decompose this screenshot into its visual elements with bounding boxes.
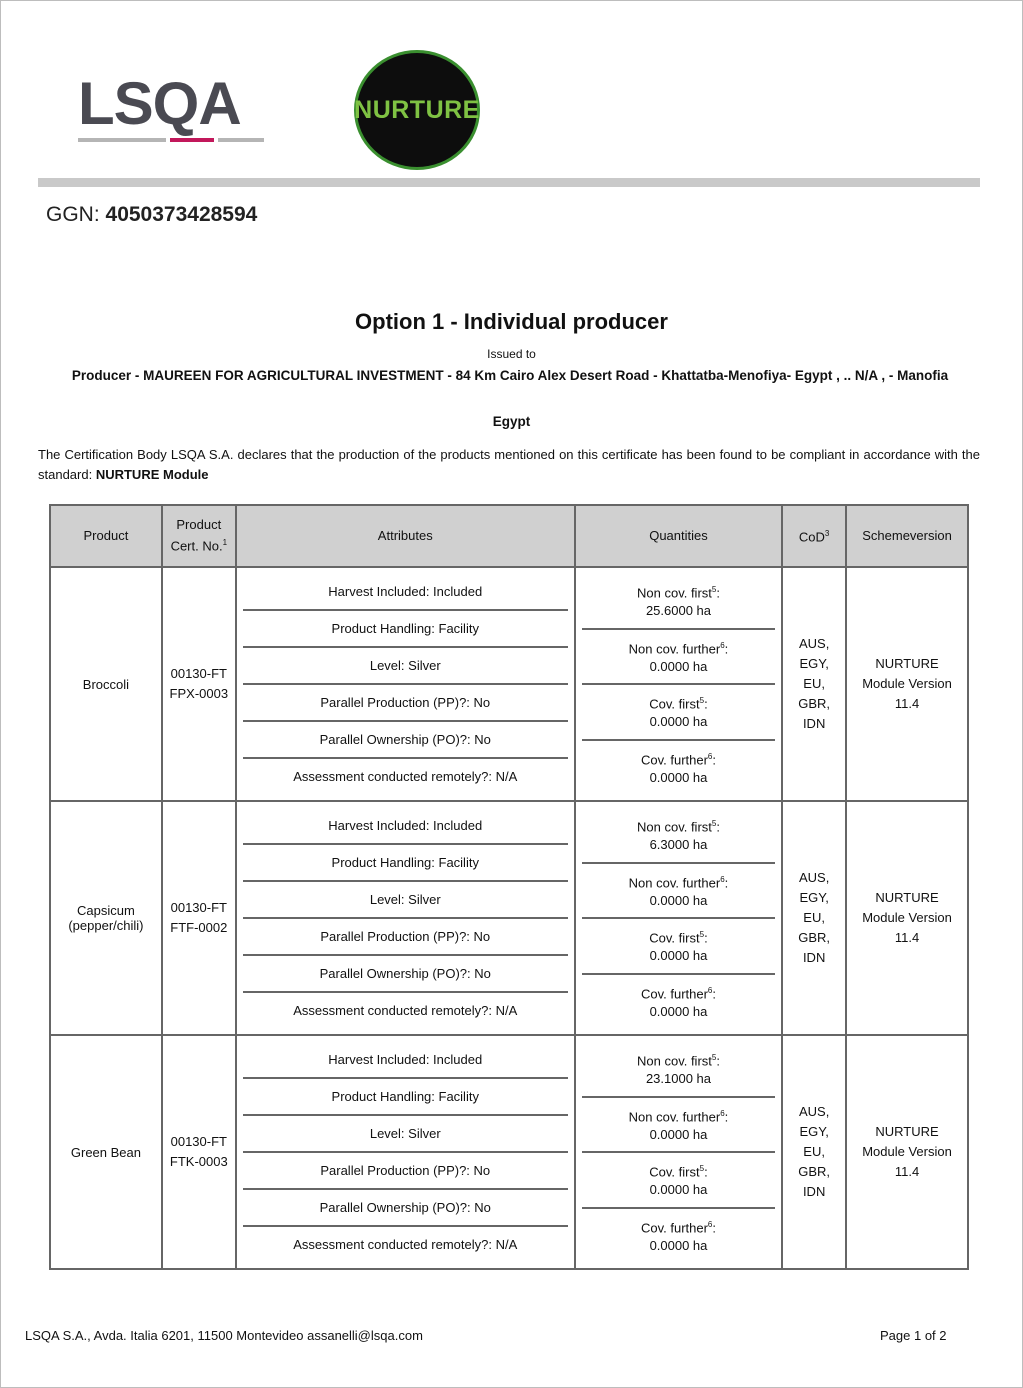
product-cell	[50, 567, 162, 801]
cod-item: EU,	[803, 910, 825, 925]
quantity-value: 0.0000 ha	[649, 1126, 708, 1142]
header-cod-label: CoD	[798, 529, 825, 545]
quantity-label: Non cov. further	[628, 640, 721, 656]
scheme-version: NURTURE Module Version 11.4	[862, 656, 952, 711]
quantity-label: Cov. first	[649, 930, 700, 946]
attributes-cell	[236, 567, 575, 801]
quantity-sup: 5	[711, 585, 717, 595]
table-row	[50, 567, 968, 801]
quantity-label-line: Cov. further$^6$:	[640, 751, 716, 767]
cod-cell	[782, 1035, 846, 1269]
footer-address: LSQA S.A., Avda. Italia 6201, 11500 Montevideo assanelli@lsqa.com	[25, 1328, 423, 1343]
scheme-version: NURTURE Module Version 11.4	[862, 1124, 952, 1179]
quantity-sup: 6	[720, 874, 725, 884]
header-product: Product	[50, 505, 162, 567]
table-row	[50, 801, 968, 1035]
quantity-sup: 6	[707, 1219, 713, 1229]
footer-page-number: Page 1 of 2	[880, 1328, 947, 1343]
header-cod-sup: 3	[824, 529, 830, 539]
quantity-sup: 5	[711, 819, 717, 829]
attribute-item: Parallel Production (PP)?: No	[243, 1153, 568, 1190]
quantity-item	[582, 1042, 775, 1098]
table-body	[50, 567, 968, 1269]
quantity-label-line: Non cov. first$^5$:	[637, 1053, 720, 1069]
country: Egypt	[492, 414, 531, 429]
attribute-item: Parallel Production (PP)?: No	[243, 919, 568, 956]
quantity-item	[582, 975, 775, 1029]
quantity-sup: 6	[707, 751, 713, 761]
quantity-item	[582, 1209, 775, 1263]
cod-item: IDN	[802, 950, 826, 965]
quantity-label: Non cov. further	[628, 1108, 721, 1124]
cert-number: 00130-FTFTF-0002	[170, 900, 228, 935]
quantity-label: Non cov. first	[637, 819, 712, 835]
attribute-item: Product Handling: Facility	[243, 1079, 568, 1116]
attribute-item: Assessment conducted remotely?: N/A	[293, 1002, 518, 1018]
header-cert-label: Product Cert. No.	[170, 517, 223, 554]
page-title: Option 1 - Individual producer	[355, 309, 668, 334]
scheme-version: NURTURE Module Version 11.4	[862, 890, 952, 945]
quantity-value: 0.0000 ha	[649, 892, 708, 908]
product-name: Green Bean	[70, 1144, 141, 1160]
quantity-value: 0.0000 ha	[649, 1182, 708, 1198]
declaration-standard: NURTURE Module	[95, 467, 209, 482]
attribute-item: Parallel Production (PP)?: No	[243, 685, 568, 722]
table-row	[50, 1035, 968, 1269]
issued-to: Issued to	[487, 347, 536, 361]
producer-line: Producer - MAUREEN FOR AGRICULTURAL INVESTMENT - 84 Km Cairo Alex Desert Road - Khattatba-Menofiya- Egypt , .. N/A , - Manofia	[71, 368, 949, 383]
ggn-line	[46, 203, 257, 227]
cert-cell	[162, 1035, 236, 1269]
quantity-sup: 5	[711, 1053, 717, 1063]
attribute-item: Harvest Included: Included	[243, 1042, 568, 1079]
cod-item: EGY,	[799, 656, 829, 671]
quantity-label-line: Non cov. further$^6$:	[628, 640, 729, 656]
header-cert-sup: 1	[222, 538, 228, 548]
cert-number: 00130-FTFPX-0003	[169, 666, 229, 701]
quantities-cell	[575, 1035, 782, 1269]
ggn-label: GGN:	[46, 203, 100, 226]
cod-item: AUS,	[798, 870, 830, 885]
cod-cell	[782, 567, 846, 801]
attribute-item: Harvest Included: Included	[243, 574, 568, 611]
quantity-sup: 5	[699, 696, 705, 706]
quantity-item	[582, 685, 775, 741]
quantity-label-line: Non cov. further$^6$:	[628, 874, 729, 890]
cod-item: AUS,	[798, 1104, 830, 1119]
attribute-item: Harvest Included: Included	[243, 808, 568, 845]
product-cell	[50, 801, 162, 1035]
quantity-label: Non cov. first	[637, 585, 712, 601]
quantity-value: 23.1000 ha	[645, 1071, 712, 1087]
table-header-row	[50, 505, 968, 567]
attributes-cell	[236, 801, 575, 1035]
declaration	[38, 445, 980, 485]
cod-item: EGY,	[799, 890, 829, 905]
quantity-value: 0.0000 ha	[649, 1003, 708, 1019]
header-cod	[782, 505, 846, 567]
quantity-sup: 6	[720, 1108, 725, 1118]
attribute-item: Parallel Ownership (PO)?: No	[243, 722, 568, 759]
cod-item: EU,	[803, 1144, 825, 1159]
header-rule	[38, 178, 980, 187]
quantity-label: Cov. further	[640, 751, 708, 767]
attribute-item: Assessment conducted remotely?: N/A	[293, 1236, 518, 1252]
cod-item: AUS,	[798, 636, 830, 651]
cod-item: EGY,	[799, 1124, 829, 1139]
quantity-label: Cov. further	[640, 1219, 708, 1235]
quantity-sup: 6	[720, 640, 725, 650]
scheme-cell	[846, 801, 968, 1035]
lsqa-logo-bar-right	[218, 138, 264, 142]
cert-cell	[162, 801, 236, 1035]
quantity-sup: 6	[707, 985, 713, 995]
attribute-item: Level: Silver	[243, 1116, 568, 1153]
nurture-logo-text: NURTURE	[354, 95, 480, 124]
product-name: Capsicum (pepper/chili)	[68, 903, 144, 933]
quantity-label-line: Cov. first$^5$:	[649, 930, 708, 946]
quantity-value: 0.0000 ha	[649, 948, 708, 964]
quantity-value: 0.0000 ha	[649, 769, 708, 785]
declaration-text: The Certification Body LSQA S.A. declares that the production of the products mentioned on this certificate has been found to be compliant in accordance with the standard:	[38, 447, 980, 482]
quantity-label: Cov. first	[649, 696, 700, 712]
quantity-sup: 5	[699, 1164, 705, 1174]
quantity-label-line: Cov. further$^6$:	[640, 985, 716, 1001]
lsqa-logo	[78, 72, 268, 144]
cod-item: GBR,	[798, 930, 831, 945]
attribute-item: Level: Silver	[243, 648, 568, 685]
quantity-label-line: Non cov. first$^5$:	[637, 585, 720, 601]
product-cell	[50, 1035, 162, 1269]
cod-cell	[782, 801, 846, 1035]
cert-number: 00130-FTFTK-0003	[169, 1134, 228, 1169]
cod-item: GBR,	[798, 1164, 831, 1179]
quantity-value: 0.0000 ha	[649, 658, 708, 674]
header-quantities: Quantities	[575, 505, 782, 567]
product-name: Broccoli	[82, 676, 130, 692]
quantity-label-line: Non cov. first$^5$:	[637, 819, 720, 835]
quantity-item	[582, 1153, 775, 1209]
cert-cell	[162, 567, 236, 801]
quantity-item	[582, 919, 775, 975]
quantity-item	[582, 630, 775, 686]
attribute-item: Parallel Ownership (PO)?: No	[243, 1190, 568, 1227]
header-attributes: Attributes	[236, 505, 575, 567]
cod-item: IDN	[802, 716, 826, 731]
quantity-label-line: Cov. further$^6$:	[640, 1219, 716, 1235]
attribute-item: Product Handling: Facility	[243, 611, 568, 648]
header-scheme: Schemeversion	[846, 505, 968, 567]
quantity-item	[582, 574, 775, 630]
cod-item: IDN	[802, 1184, 826, 1199]
quantity-sup: 5	[699, 930, 705, 940]
quantity-value: 0.0000 ha	[649, 1237, 708, 1253]
nurture-logo	[354, 50, 480, 170]
quantity-value: 6.3000 ha	[649, 837, 708, 853]
ggn-value: 4050373428594	[105, 203, 258, 226]
quantity-label-line: Cov. first$^5$:	[649, 1164, 708, 1180]
lsqa-logo-text: LSQA	[78, 70, 241, 137]
quantity-value: 0.0000 ha	[649, 714, 708, 730]
quantity-item	[582, 1098, 775, 1154]
quantity-label: Cov. further	[640, 985, 708, 1001]
quantity-item	[582, 741, 775, 795]
attribute-item: Parallel Ownership (PO)?: No	[243, 956, 568, 993]
quantity-item	[582, 808, 775, 864]
quantity-label: Non cov. further	[628, 874, 721, 890]
quantity-label: Non cov. first	[637, 1053, 712, 1069]
attribute-item: Level: Silver	[243, 882, 568, 919]
scheme-cell	[846, 1035, 968, 1269]
scheme-cell	[846, 567, 968, 801]
cod-item: EU,	[803, 676, 825, 691]
attribute-item: Assessment conducted remotely?: N/A	[293, 768, 518, 784]
quantity-item	[582, 864, 775, 920]
quantity-label-line: Cov. first$^5$:	[649, 696, 708, 712]
lsqa-logo-bar-accent	[170, 138, 214, 142]
attributes-cell	[236, 1035, 575, 1269]
quantity-value: 25.6000 ha	[645, 603, 712, 619]
quantities-cell	[575, 801, 782, 1035]
quantity-label: Cov. first	[649, 1164, 700, 1180]
attribute-item: Product Handling: Facility	[243, 845, 568, 882]
quantities-cell	[575, 567, 782, 801]
quantity-label-line: Non cov. further$^6$:	[628, 1108, 729, 1124]
lsqa-logo-bar-left	[78, 138, 166, 142]
header-cert	[162, 505, 236, 567]
certificate-table	[49, 504, 969, 1270]
cod-item: GBR,	[798, 696, 831, 711]
